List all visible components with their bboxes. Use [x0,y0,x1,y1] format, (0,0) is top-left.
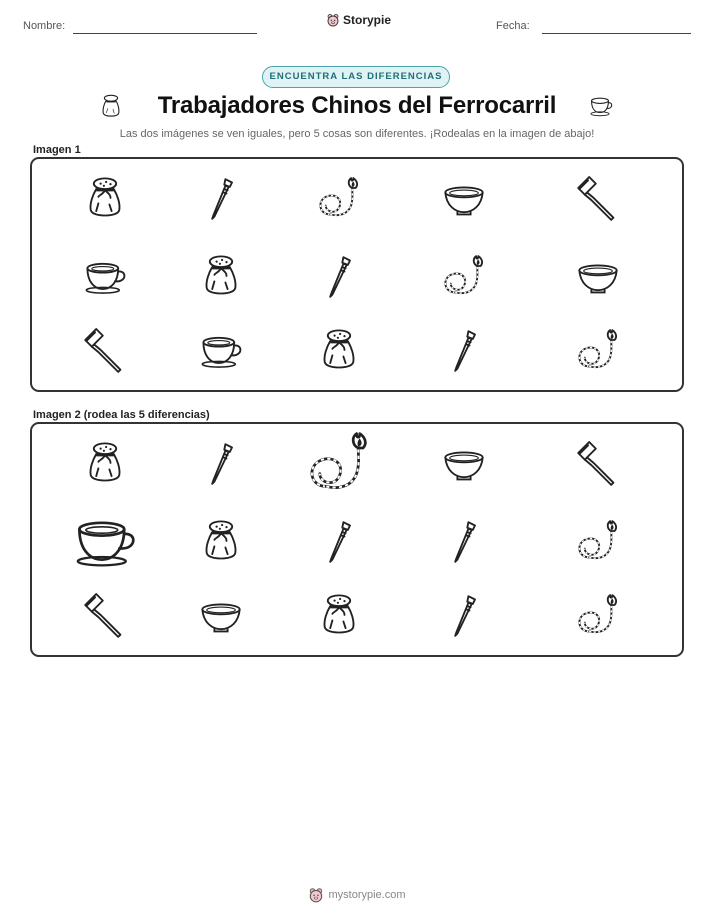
panel-1-label: Imagen 1 [33,144,81,156]
railroad-spike-icon [199,177,243,221]
brand-logo [326,13,391,27]
picture-cell [176,239,266,315]
storypie-mascot-icon [326,13,340,27]
rice-sack-icon [317,594,361,638]
railroad-spike-icon [199,442,243,486]
picture-cell [553,313,643,389]
picture-cell[interactable] [419,504,509,580]
picture-cell [60,313,150,389]
picture-cell[interactable] [60,426,150,502]
footer-url[interactable]: mystorypie.com [328,889,406,901]
railroad-spike-icon [317,255,361,299]
bowl-icon [576,255,620,299]
teacup-icon [73,510,137,574]
dynamite-fuse-icon [317,177,361,221]
picture-cell[interactable] [553,578,643,654]
picture-cell[interactable] [553,426,643,502]
rice-sack-icon [83,177,127,221]
picture-cell[interactable] [419,578,509,654]
brand-name: Storypie [343,13,392,27]
picture-cell [419,161,509,237]
panel-2-label: Imagen 2 (rodea las 5 diferencias) [33,409,210,421]
sledgehammer-icon [83,594,127,638]
rice-sack-icon [199,520,243,564]
panel-image-2[interactable] [30,422,684,657]
teacup-icon [585,93,615,124]
date-label: Fecha: [496,20,530,32]
railroad-spike-icon [442,594,486,638]
sledgehammer-icon [83,329,127,373]
picture-cell [419,313,509,389]
picture-cell[interactable] [176,426,266,502]
picture-cell[interactable] [176,504,266,580]
bowl-icon [442,177,486,221]
picture-cell [294,239,384,315]
picture-cell [294,313,384,389]
rice-sack-icon [83,442,127,486]
railroad-spike-icon [442,520,486,564]
page-title: Trabajadores Chinos del Ferrocarril [157,92,557,119]
picture-cell [553,239,643,315]
picture-cell[interactable] [294,578,384,654]
dynamite-fuse-icon [576,594,620,638]
picture-cell [419,239,509,315]
sledgehammer-icon [576,442,620,486]
rice-sack-icon [317,329,361,373]
bowl-icon [442,442,486,486]
dynamite-fuse-icon [307,432,371,496]
teacup-icon [199,329,243,373]
picture-cell[interactable] [553,504,643,580]
sledgehammer-icon [576,177,620,221]
picture-cell[interactable] [176,578,266,654]
dynamite-fuse-icon [576,520,620,564]
picture-cell[interactable] [60,578,150,654]
teacup-icon [83,255,127,299]
picture-cell [553,161,643,237]
footer [0,887,714,903]
picture-cell [176,313,266,389]
name-line[interactable] [73,33,257,34]
instructions: Las dos imágenes se ven iguales, pero 5 cosas son diferentes. ¡Rodealas en la imagen de abajo! [119,128,595,140]
name-label: Nombre: [23,20,66,32]
activity-badge: ENCUENTRA LAS DIFERENCIAS [262,66,450,88]
picture-cell[interactable] [60,504,150,580]
date-line[interactable] [542,33,691,34]
railroad-spike-icon [317,520,361,564]
picture-cell [176,161,266,237]
railroad-spike-icon [442,329,486,373]
picture-cell[interactable] [294,504,384,580]
storypie-mascot-icon [308,887,324,903]
picture-cell [294,161,384,237]
picture-cell [60,161,150,237]
panel-image-1 [30,157,684,392]
dynamite-fuse-icon [576,329,620,373]
picture-cell [60,239,150,315]
bowl-icon [199,594,243,638]
dynamite-fuse-icon [442,255,486,299]
picture-cell[interactable] [294,426,384,502]
picture-cell[interactable] [419,426,509,502]
rice-sack-icon [199,255,243,299]
